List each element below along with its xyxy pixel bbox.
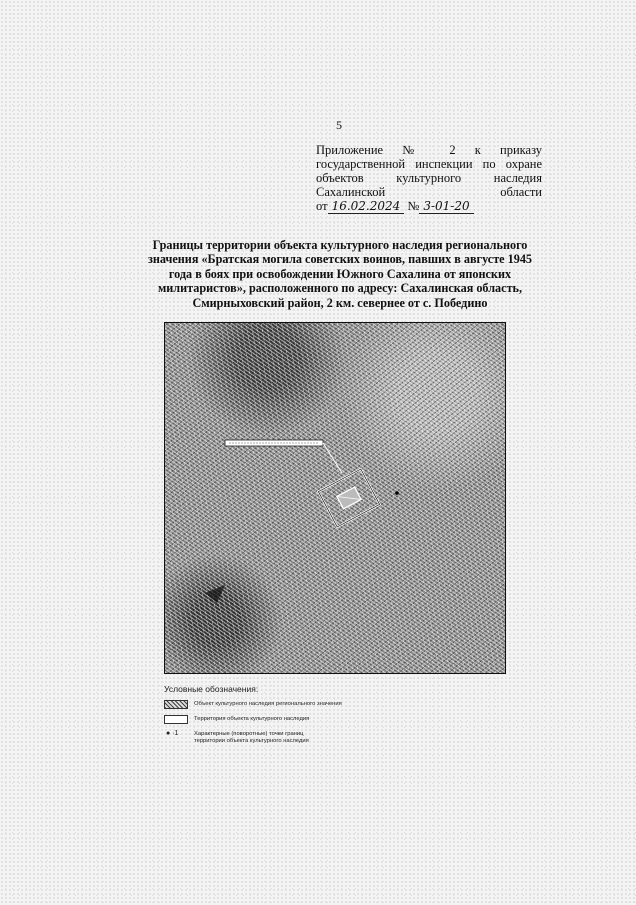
satellite-map	[164, 322, 506, 674]
title-line-5: Смирныховский район, 2 км. севернее от с. Победино	[192, 295, 488, 310]
map-leader-line	[323, 443, 342, 473]
legend-label-points	[194, 731, 309, 744]
title-line-4: милитаристов», расположенного по адресу: Сахалинская область,	[157, 281, 523, 296]
legend-title: Условные обозначения:	[164, 684, 259, 694]
appendix-line-4: Сахалинской области	[316, 185, 542, 199]
legend-row-points	[164, 730, 424, 746]
heritage-object-area	[337, 487, 361, 509]
appendix-line-3: объектов культурного наследия	[316, 171, 542, 185]
appendix-line-1: Приложение № 2 к приказу	[316, 143, 542, 157]
map-overlay	[165, 323, 506, 674]
legend-row-territory	[164, 715, 424, 727]
document-title	[120, 238, 560, 310]
legend-label-object: Объект культурного наследия регионального значения	[194, 701, 342, 707]
handwritten-number: 3-01-20	[419, 199, 473, 214]
map-legend	[164, 684, 424, 749]
legend-row-object	[164, 700, 424, 712]
legend-label-territory: Территория объекта культурного наследия	[194, 716, 310, 722]
territory-swatch	[164, 715, 188, 724]
handwritten-date: 16.02.2024	[328, 199, 405, 214]
map-dark-patch	[205, 585, 225, 603]
page-number: 5	[336, 118, 342, 132]
legend-label-points-line-2: территории объекта культурного наследия	[194, 737, 309, 744]
number-prefix: №	[407, 199, 420, 213]
title-line-3: года в боях при освобождении Южного Сахалина от японских	[168, 266, 512, 281]
title-line-2: значения «Братская могила советских воинов, павших в августе 1945	[147, 252, 533, 267]
appendix-block	[316, 143, 542, 213]
appendix-date-line	[316, 199, 542, 213]
appendix-line-2: государственной инспекции по охране	[316, 157, 542, 171]
boundary-point-marker	[395, 491, 399, 495]
boundary-point-icon: ● ·1	[166, 730, 179, 737]
object-hatch-swatch	[164, 700, 188, 709]
title-line-1: Границы территории объекта культурного наследия регионального	[152, 238, 528, 252]
date-prefix: от	[316, 199, 328, 213]
legend-label-points-line-1: Характерные (поворотные) точки границ	[194, 731, 304, 737]
